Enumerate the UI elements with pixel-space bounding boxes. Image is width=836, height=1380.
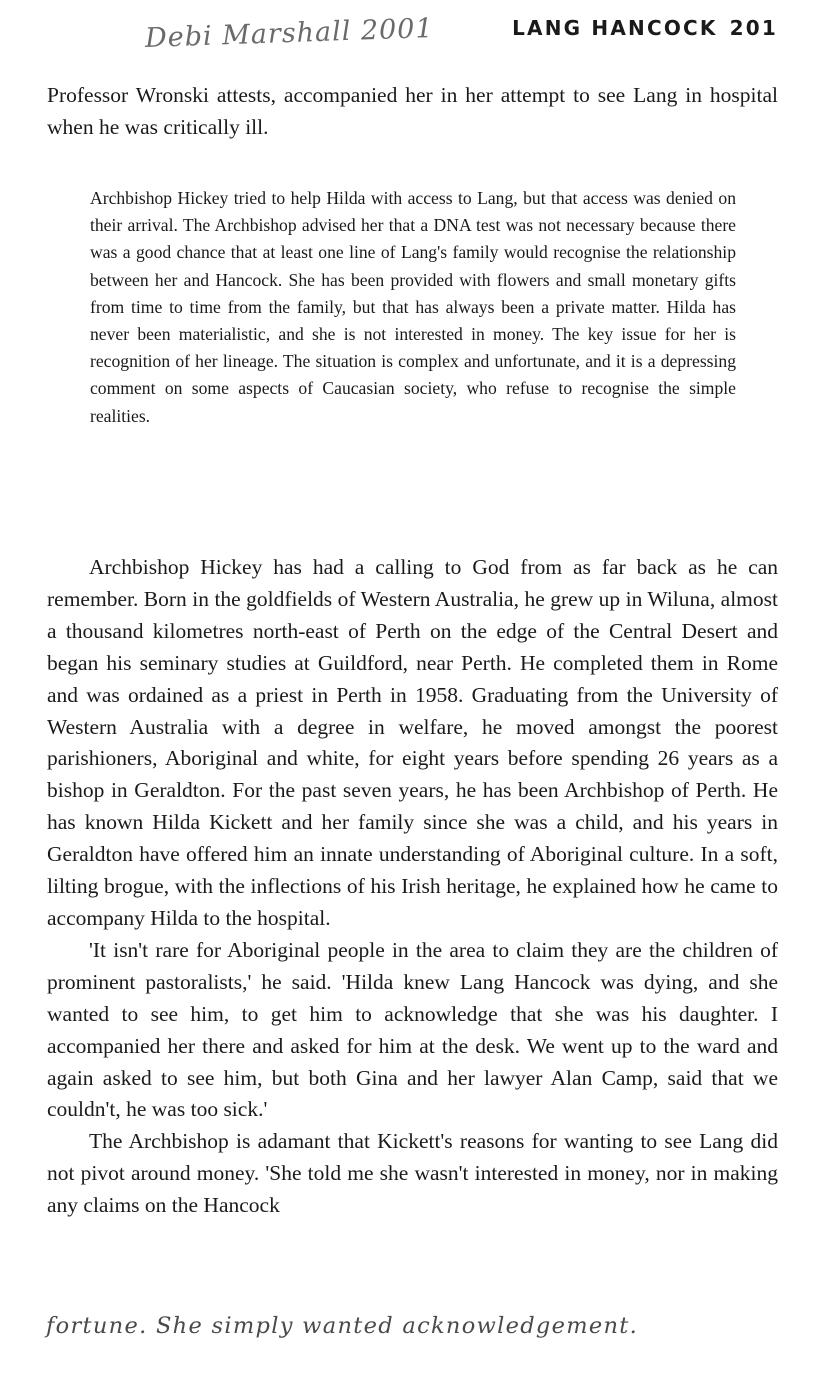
running-head [512, 16, 778, 40]
closing-paragraph: The Archbishop is adamant that Kickett's reasons for wanting to see Lang did not pivot around money. 'She told me she wasn't interested in money, nor in making any claims on the Hancock [47, 1129, 778, 1218]
hickey-background-paragraph: Archbishop Hickey has had a calling to God from as far back as he can remember. Born in the goldfields of Western Australia, he grew up in Wiluna, almost a thousand kilometres north-east of Perth on the edge of the Central Desert and began his seminary studies at Guildford, near Perth. He completed them in Rome and was ordained as a priest in Perth in 1958. Graduating from the University of Western Australia with a degree in welfare, he moved amongst the poorest parishioners, Aboriginal and white, for eight years before spending 26 years as a bishop in Geraldton. For the past seven years, he has been Archbishop of Perth. He has known Hilda Kickett and her family since she was a child, and his years in Geraldton have offered him an innate understanding of Aboriginal culture. In a soft, lilting brogue, with the inflections of his Irish heritage, he explained how he came to accompany Hilda to the hospital. [47, 555, 778, 930]
opening-paragraph: Professor Wronski attests, accompanied her in her attempt to see Lang in hospital when he was critically ill. [47, 83, 778, 139]
hickey-quote-paragraph: 'It isn't rare for Aboriginal people in the area to claim they are the children of prominent pastoralists,' he said. 'Hilda knew Lang Hancock was dying, and she wanted to see him, to get him to acknowledge that she was his daughter. I accompanied her there and asked for him at the desk. We went up to the ward and again asked to see him, but both Gina and her lawyer Alan Camp, said that we couldn't, he was too sick.' [47, 937, 778, 1122]
page-number: 201 [729, 16, 778, 40]
handwritten-author-annotation: Debi Marshall 2001 [144, 12, 435, 55]
main-body-text [47, 552, 778, 1222]
block-quote-text: Archbishop Hickey tried to help Hilda with access to Lang, but that access was denied on their arrival. The Archbishop advised her that a DNA test was not necessary because there was a good chance that at least one line of Lang's family would recognise the relationship between her and Hancock. She has been provided with flowers and small monetary gifts from time to time from the family, but that has always been a private matter. Hilda has never been materialistic, and she is not interested in money. The key issue for her is recognition of her lineage. The situation is complex and unfortunate, and it is a depressing comment on some aspects of Caucasian society, who refuse to recognise the simple realities. [90, 188, 736, 426]
block-quote [90, 185, 736, 430]
opening-paragraph-container [47, 80, 778, 144]
handwritten-footer-annotation: fortune. She simply wanted acknowledgement. [46, 1313, 639, 1339]
running-head-title: LANG HANCOCK [512, 16, 718, 40]
